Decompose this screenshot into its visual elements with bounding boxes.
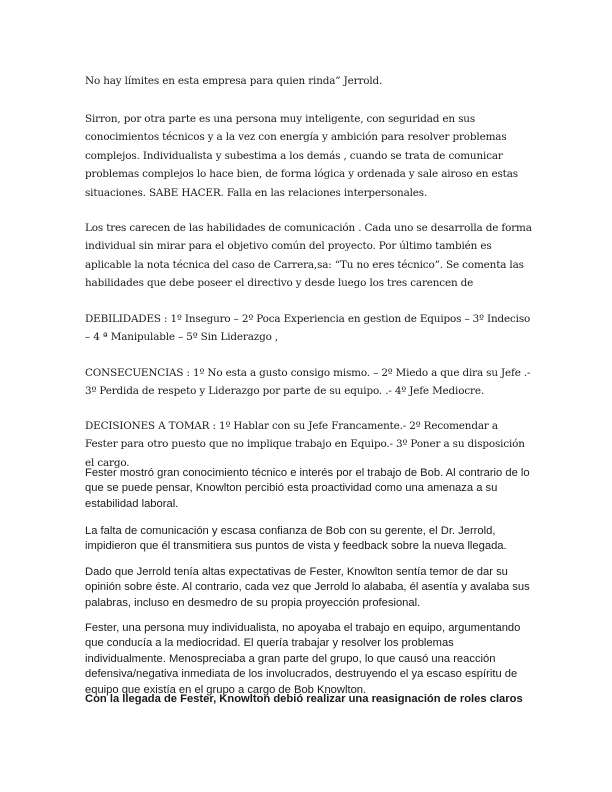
paragraph-debilidades: DEBILIDADES : 1º Inseguro – 2º Poca Experiencia en gestion de Equipos – 3º Indeciso – 4 ª Manipulable – 5º Sin Liderazgo , — [85, 313, 531, 344]
paragraph-communication-lack: La falta de comunicación y escasa confianza de Bob con su gerente, el Dr. Jerrold, impidieron que él transmitiera sus puntos de vista y feedback sobre la nueva llegada. — [85, 525, 507, 553]
paragraph-fester-knowledge: Fester mostró gran conocimiento técnico e interés por el trabajo de Bob. Al contrario de lo que se puede pensar, Knowlton percibió esta proactividad como una amenaza a su estabilidad laboral. — [85, 467, 530, 510]
paragraph-sirron-profile: Sirron, por otra parte es una persona muy inteligente, con seguridad en sus conocimientos técnicos y a la vez con energía y ambición para resolver problemas complejos. Individualista y subestima a los demás , cuando se trata de comunicar problemas complejos lo hace bien, de forma lógica y ordenada y sale airoso en estas situaciones. SABE HACER. Falla en las relaciones interpersonales. — [85, 113, 518, 199]
paragraph-fester-individualist: Fester, una persona muy individualista, no apoyaba el trabajo en equipo, argumentando que conducía a la mediocridad. El quería trabajar y resolver los problemas individualmente. Menospreciaba a gran parte del grupo, lo que causó una reacción defensiva/negativa inmediata de los involucrados, destruyendo el ya escaso espíritu de equipo que existía en el grupo a cargo de Bob Knowlton. — [85, 622, 521, 696]
paragraph-communication-skills: Los tres carecen de las habilidades de comunicación . Cada uno se desarrolla de forma individual sin mirar para el objetivo común del proyecto. Por último también es aplicable la nota técnica del caso de Carrera,sa: “Tu no eres técnico”. Se comenta las habilidades que debe poseer el directivo y desde luego los tres carencen de — [85, 222, 532, 290]
paragraph-role-reassignment: Con la llegada de Fester, Knowlton debió realizar una reasignación de roles claros — [85, 693, 523, 705]
paragraph-consecuencias: CONSECUENCIAS : 1º No esta a gusto consigo mismo. – 2º Miedo a que dira su Jefe .- 3º Perdida de respeto y Liderazgo por parte de su equipo. .- 4º Jefe Mediocre. — [85, 367, 531, 398]
paragraph-jerrold-quote: No hay límites en esta empresa para quien rinda” Jerrold. — [85, 75, 383, 87]
paragraph-decisiones: DECISIONES A TOMAR : 1º Hablar con su Jefe Francamente.- 2º Recomendar a Fester para otro puesto que no implique trabajo en Equipo.- 3º Poner a su disposición el cargo. — [85, 420, 525, 469]
paragraph-jerrold-expectations: Dado que Jerrold tenía altas expectativas de Fester, Knowlton sentía temor de dar su opinión sobre éste. Al contrario, cada vez que Jerrold lo alababa, él asentía y avalaba sus palabras, incluso en desmedro de su propia proyección profesional. — [85, 566, 530, 609]
